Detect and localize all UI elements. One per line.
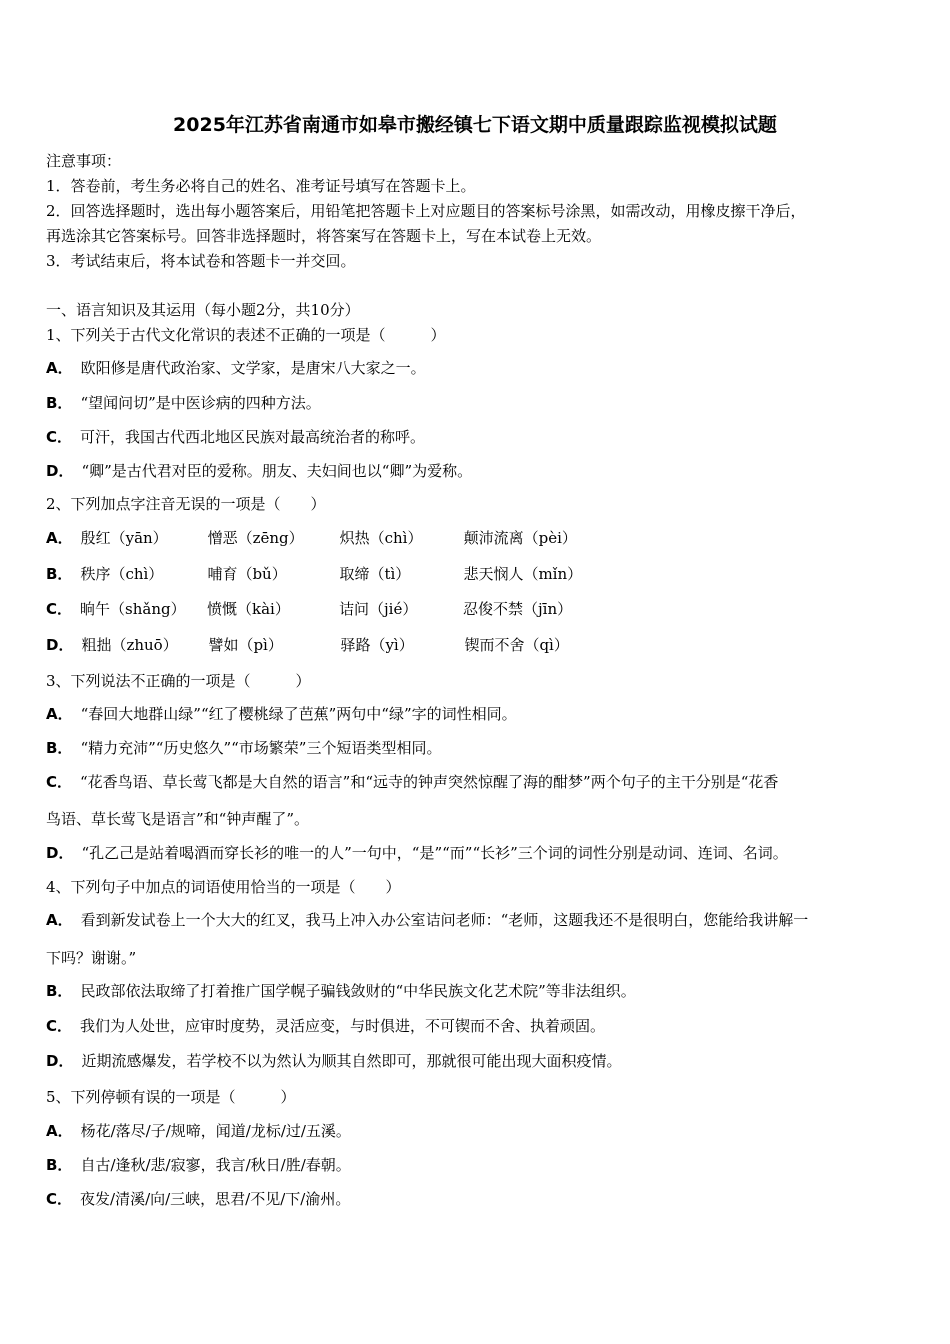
option-a (46, 528, 577, 548)
option-label: B． (46, 739, 73, 757)
option-item: 炽热（chì） (339, 529, 423, 547)
notice-item: 3．考试结束后，将本试卷和答题卡一并交回。 (46, 252, 356, 270)
option-item: 愤慨（kài） (207, 600, 290, 618)
option-a (46, 358, 426, 378)
option-c (46, 1016, 605, 1036)
option-d (46, 461, 472, 481)
question-stem: 5、下列停顿有误的一项是（ ） (46, 1088, 296, 1106)
option-item: 诘问（jié） (339, 600, 418, 618)
option-b (46, 1155, 351, 1175)
option-a (46, 704, 517, 724)
option-text: 自古/逢秋/悲/寂寥，我言/秋日/胜/春朝。 (80, 1156, 351, 1174)
option-text: “精力充沛”“历史悠久”“市场繁荣”三个短语类型相同。 (80, 739, 442, 757)
option-b (46, 738, 441, 758)
option-label: B． (46, 394, 73, 412)
option-item: 锲而不舍（qì） (464, 636, 569, 654)
option-item: 憎恶（zēng） (207, 529, 304, 547)
option-item: 秩序（chì） (80, 565, 164, 583)
option-text: 夜发/清溪/向/三峡，思君/不见/下/渝州。 (80, 1190, 351, 1208)
option-text: 可汗，我国古代西北地区民族对最高统治者的称呼。 (80, 428, 426, 446)
option-label: A． (46, 359, 73, 377)
option-item: 晌午（shǎng） (80, 600, 186, 618)
option-label: D． (46, 462, 74, 480)
option-label: B． (46, 565, 73, 583)
option-d (46, 843, 788, 863)
option-text: “孔乙己是站着喝酒而穿长衫的唯一的人”一句中，“是”“而”“长衫”三个词的词性分别是动词、连词、名词。 (81, 844, 788, 862)
option-item: 忍俊不禁（jīn） (463, 600, 573, 618)
option-text: 杨花/落尽/子/规啼，闻道/龙标/过/五溪。 (80, 1122, 351, 1140)
option-text: 看到新发试卷上一个大大的红叉，我马上冲入办公室诘问老师：“老师，这题我还不是很明白，您能给我讲解一 (80, 911, 809, 929)
option-item: 驿路（yì） (340, 636, 414, 654)
option-text: “花香鸟语、草长莺飞都是大自然的语言”和“远寺的钟声突然惊醒了海的酣梦”两个句子的主干分别是“花香 (80, 773, 779, 791)
option-item: 粗拙（zhuō） (81, 636, 178, 654)
option-label: C． (46, 600, 73, 618)
option-text: 近期流感爆发，若学校不以为然认为顺其自然即可，那就很可能出现大面积疫情。 (81, 1052, 622, 1070)
option-text: 民政部依法取缔了打着推广国学幌子骗钱敛财的“中华民族文化艺术院”等非法组织。 (80, 982, 636, 1000)
option-d (46, 635, 569, 655)
notice-item: 再选涂其它答案标号。回答非选择题时，将答案写在答题卡上，写在本试卷上无效。 (46, 227, 602, 245)
option-label: C． (46, 773, 73, 791)
option-item: 哺育（bǔ） (207, 565, 287, 583)
option-label: C． (46, 1190, 73, 1208)
option-text: “望闻问切”是中医诊病的四种方法。 (80, 394, 321, 412)
option-b (46, 981, 636, 1001)
option-text: “卿”是古代君对臣的爱称。朋友、夫妇间也以“卿”为爱称。 (81, 462, 473, 480)
option-item: 殷红（yān） (80, 529, 168, 547)
option-label: C． (46, 428, 73, 446)
option-a (46, 910, 808, 930)
question-stem: 2、下列加点字注音无误的一项是（ ） (46, 495, 326, 513)
option-label: C． (46, 1017, 73, 1035)
question-stem: 1、下列关于古代文化常识的表述不正确的一项是（ ） (46, 326, 446, 344)
option-label: D． (46, 636, 74, 654)
option-text: “春回大地群山绿”“红了樱桃绿了芭蕉”两句中“绿”字的词性相同。 (80, 705, 517, 723)
option-c (46, 599, 572, 619)
question-stem: 3、下列说法不正确的一项是（ ） (46, 672, 311, 690)
notice-item: 2．回答选择题时，选出每小题答案后，用铅笔把答题卡上对应题目的答案标号涂黑，如需改动，用橡皮擦干净后， (46, 202, 806, 220)
option-item: 取缔（tì） (339, 565, 411, 583)
option-label: B． (46, 1156, 73, 1174)
section-heading: 一、语言知识及其运用（每小题2分，共10分） (46, 301, 360, 319)
option-b (46, 393, 321, 413)
option-c (46, 427, 425, 447)
option-c (46, 772, 778, 792)
option-label: A． (46, 911, 73, 929)
page-title: 2025年江苏省南通市如皋市搬经镇七下语文期中质量跟踪监视模拟试题 (173, 114, 777, 136)
option-label: D． (46, 844, 74, 862)
option-item: 悲天悯人（mǐn） (463, 565, 583, 583)
question-stem: 4、下列句子中加点的词语使用恰当的一项是（ ） (46, 878, 401, 896)
option-d (46, 1051, 621, 1071)
option-item: 譬如（pì） (208, 636, 283, 654)
option-a (46, 1121, 351, 1141)
notice-heading: 注意事项： (46, 152, 122, 170)
notice-item: 1．答卷前，考生务必将自己的姓名、准考证号填写在答题卡上。 (46, 177, 476, 195)
option-continuation: 鸟语、草长莺飞是语言”和“钟声醒了”。 (46, 810, 310, 828)
option-text: 欧阳修是唐代政治家、文学家，是唐宋八大家之一。 (80, 359, 426, 377)
option-label: B． (46, 982, 73, 1000)
option-label: A． (46, 1122, 73, 1140)
option-item: 颠沛流离（pèi） (463, 529, 577, 547)
option-continuation: 下吗？谢谢。” (46, 949, 137, 967)
option-b (46, 564, 582, 584)
option-label: A． (46, 529, 73, 547)
option-c (46, 1189, 350, 1209)
option-label: A． (46, 705, 73, 723)
option-text: 我们为人处世，应审时度势，灵活应变，与时俱进，不可锲而不舍、执着顽固。 (80, 1017, 606, 1035)
option-label: D． (46, 1052, 74, 1070)
